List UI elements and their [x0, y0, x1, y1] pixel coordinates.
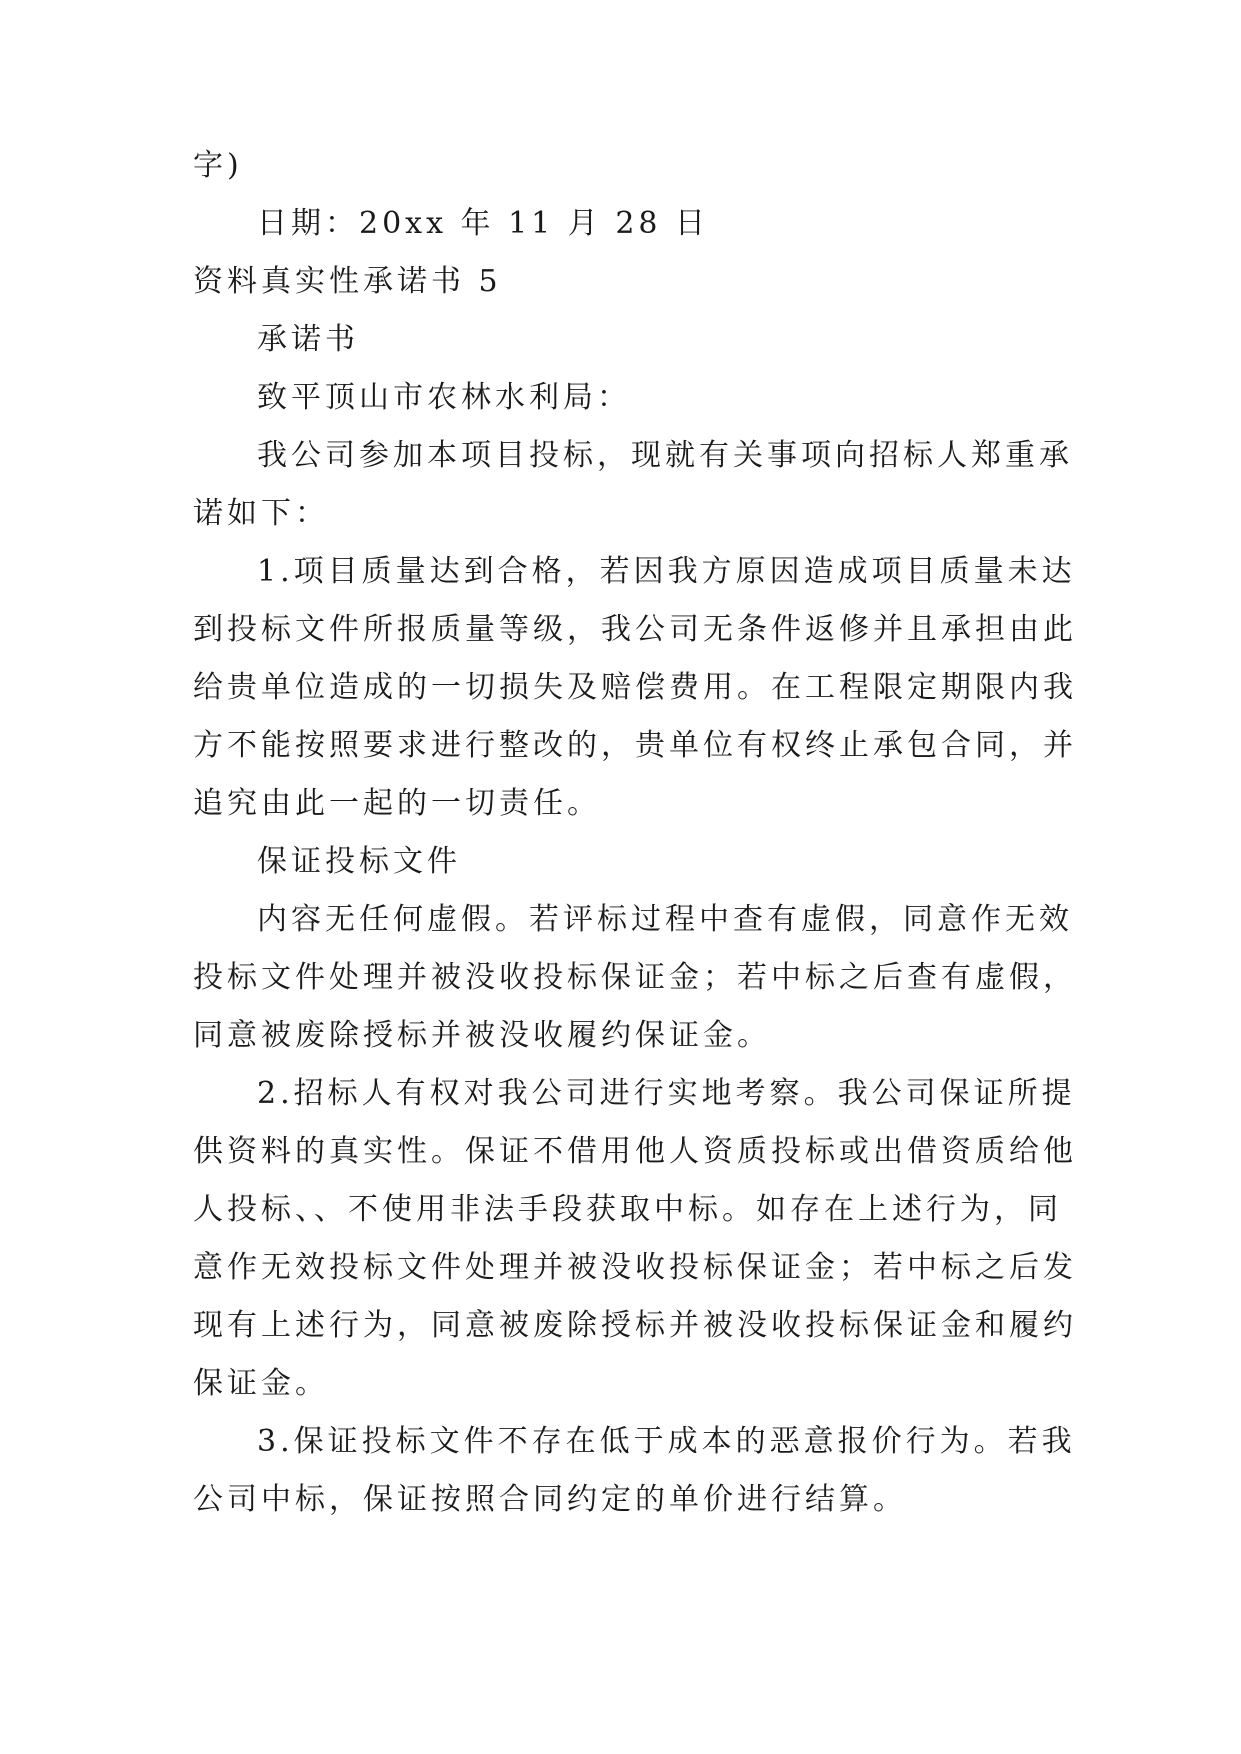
text-line: 供资料的真实性。保证不借用他人资质投标或出借资质给他: [193, 1134, 1077, 1169]
text-line: 人投标、、不使用非法手段获取中标。如存在上述行为，同: [193, 1192, 1062, 1227]
text-line: 我公司参加本项目投标，现就有关事项向招标人郑重承: [257, 438, 1073, 473]
section-title: 资料真实性承诺书 5: [193, 264, 502, 299]
text-line: 同意被废除授标并被没收履约保证金。: [193, 1018, 771, 1053]
text-line: 给贵单位造成的一切损失及赔偿费用。在工程限定期限内我: [193, 670, 1077, 705]
date-line: 日期：20xx 年 11 月 28 日: [257, 206, 710, 241]
text-line: 投标文件处理并被没收投标保证金；若中标之后查有虚假，: [193, 960, 1077, 995]
text-line: 1.项目质量达到合格，若因我方原因造成项目质量未达: [257, 554, 1076, 589]
text-line: 到投标文件所报质量等级，我公司无条件返修并且承担由此: [193, 612, 1077, 647]
document-body: [193, 137, 1077, 1529]
text-line: 方不能按照要求进行整改的，贵单位有权终止承包合同，并: [193, 728, 1077, 763]
text-line: 字): [193, 148, 243, 183]
text-line: 诺如下：: [193, 496, 329, 531]
text-line: 追究由此一起的一切责任。: [193, 786, 601, 821]
text-line: 内容无任何虚假。若评标过程中查有虚假，同意作无效: [257, 902, 1073, 937]
text-line: 意作无效投标文件处理并被没收投标保证金；若中标之后发: [193, 1250, 1077, 1285]
text-line: 公司中标，保证按照合同约定的单价进行结算。: [193, 1482, 907, 1517]
text-line: 2.招标人有权对我公司进行实地考察。我公司保证所提: [257, 1076, 1076, 1111]
text-line: 3.保证投标文件不存在低于成本的恶意报价行为。若我: [257, 1424, 1076, 1459]
text-line: 保证金。: [193, 1366, 329, 1401]
text-line: 保证投标文件: [257, 844, 461, 879]
letter-title: 承诺书: [257, 322, 359, 357]
addressee-line: 致平顶山市农林水利局：: [257, 380, 631, 415]
text-line: 现有上述行为，同意被废除授标并被没收投标保证金和履约: [193, 1308, 1077, 1343]
